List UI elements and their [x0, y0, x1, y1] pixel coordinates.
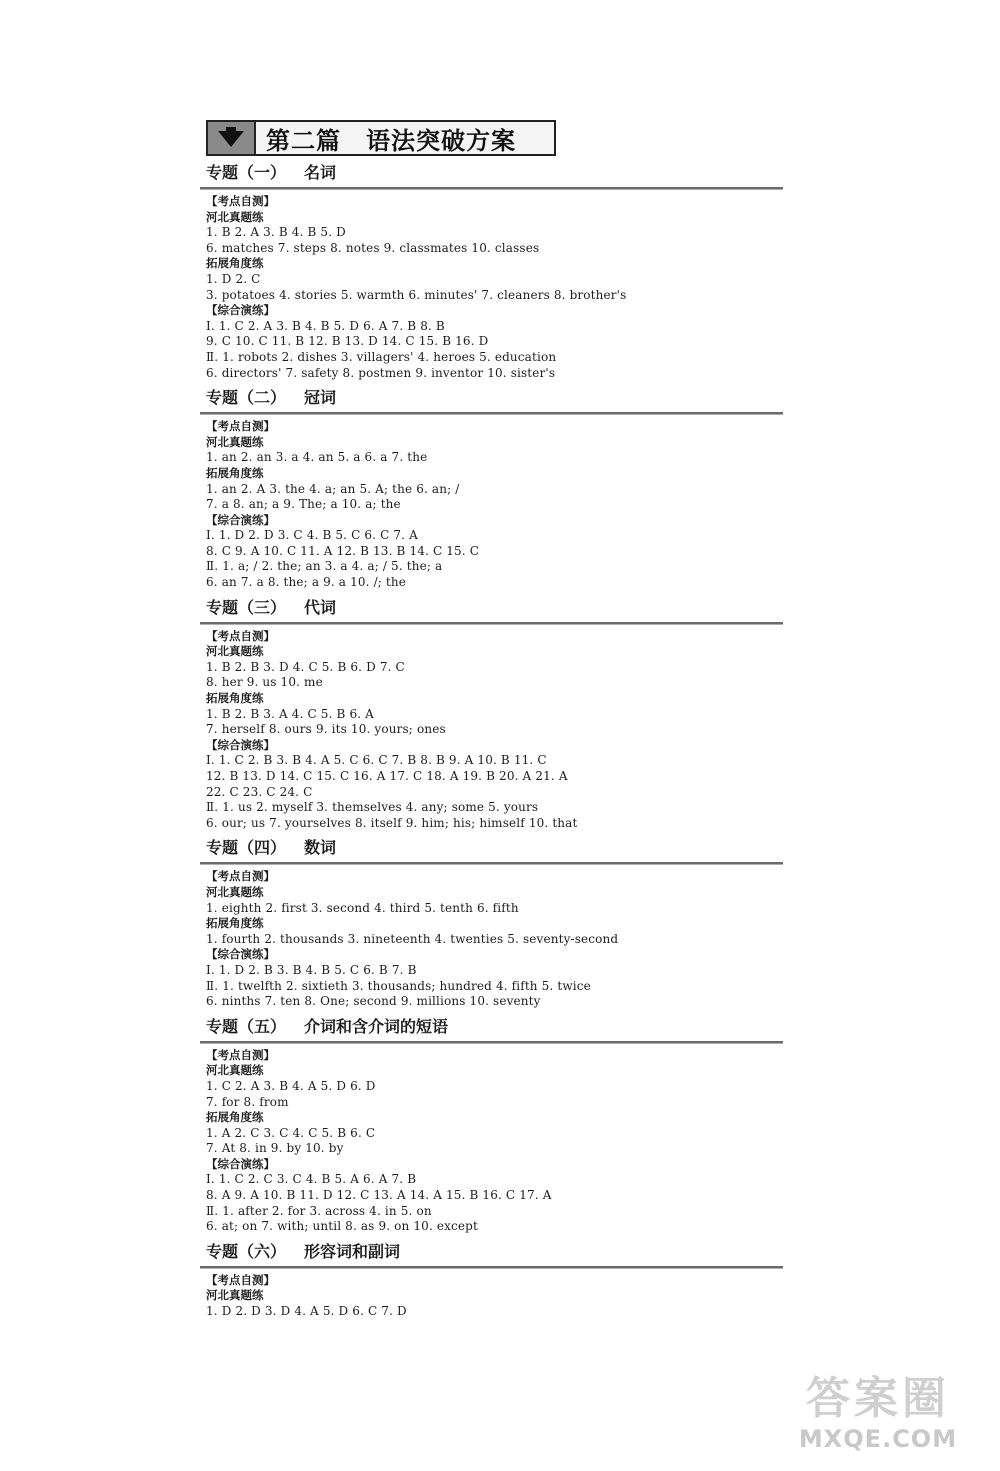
answer-line: 9. C 10. C 11. B 12. B 13. D 14. C 15. B 16. D	[206, 334, 489, 349]
section-divider	[200, 1041, 783, 1044]
subsection-label: 拓展角度练	[206, 1110, 264, 1125]
answer-line: 1. B 2. B 3. D 4. C 5. B 6. D 7. C	[206, 659, 405, 674]
subsection-label: 河北真题练	[206, 434, 264, 449]
answer-line: 6. an 7. a 8. the; a 9. a 10. /; the	[206, 575, 407, 590]
watermark	[778, 1373, 978, 1463]
topic-title: 名词	[304, 163, 337, 182]
topic-number: 专题（五）	[206, 1016, 287, 1036]
answer-line: Ⅰ. 1. C 2. A 3. B 4. B 5. D 6. A 7. B 8. B	[206, 318, 445, 333]
topic-number: 专题（四）	[206, 838, 287, 858]
answer-line: 1. D 2. D 3. D 4. A 5. D 6. C 7. D	[206, 1304, 407, 1319]
answer-line: Ⅰ. 1. C 2. C 3. C 4. B 5. A 6. A 7. B	[206, 1172, 417, 1187]
answer-line: 8. her 9. us 10. me	[206, 675, 323, 690]
subsection-label: 河北真题练	[206, 644, 264, 659]
answer-line: 1. eighth 2. first 3. second 4. third 5. tenth 6. fifth	[206, 900, 519, 915]
topic-number: 专题（一）	[206, 163, 287, 182]
subsection-label: 【综合演练】	[206, 303, 275, 318]
section-divider	[200, 862, 783, 865]
answer-line: 1. fourth 2. thousands 3. nineteenth 4. twenties 5. seventy-second	[206, 931, 619, 946]
answer-line: 6. at; on 7. with; until 8. as 9. on 10. except	[206, 1219, 478, 1234]
answer-line: 1. an 2. an 3. a 4. an 5. a 6. a 7. the	[206, 450, 428, 465]
subsection-label: 河北真题练	[206, 884, 264, 899]
answer-line: 1. D 2. C	[206, 271, 261, 286]
subsection-label: 拓展角度练	[206, 691, 264, 706]
topic-section	[200, 162, 785, 381]
subsection-label: 【考点自测】	[206, 1272, 275, 1287]
section-divider	[200, 622, 783, 625]
subsection-label: 【综合演练】	[206, 947, 275, 962]
topic-number: 专题（六）	[206, 1241, 287, 1261]
answer-line: 8. A 9. A 10. B 11. D 12. C 13. A 14. A 15. B 16. C 17. A	[206, 1188, 552, 1203]
answer-line: 1. B 2. A 3. B 4. B 5. D	[206, 225, 346, 240]
answer-line: 7. a 8. an; a 9. The; a 10. a; the	[206, 497, 401, 512]
topic-number: 专题（三）	[206, 597, 287, 617]
topic-title: 形容词和副词	[304, 1241, 401, 1261]
subsection-label: 拓展角度练	[206, 465, 264, 480]
subsection-label: 【考点自测】	[206, 419, 275, 434]
topic-heading	[200, 387, 785, 409]
answer-line: 7. herself 8. ours 9. its 10. yours; ones	[206, 722, 446, 737]
part-title: 第二篇 语法突破方案	[266, 126, 516, 155]
subsection-label: 【考点自测】	[206, 628, 275, 643]
answer-line: 8. C 9. A 10. C 11. A 12. B 13. B 14. C 15. C	[206, 543, 480, 558]
part-banner	[206, 120, 556, 156]
answer-line: Ⅱ. 1. us 2. myself 3. themselves 4. any; some 5. yours	[206, 800, 539, 815]
answer-line: 6. directors' 7. safety 8. postmen 9. inventor 10. sister's	[206, 365, 556, 380]
subsection-label: 【综合演练】	[206, 737, 275, 752]
answer-line: 6. ninths 7. ten 8. One; second 9. millions 10. seventy	[206, 994, 541, 1009]
subsection-label: 河北真题练	[206, 1063, 264, 1078]
topic-heading	[200, 1241, 785, 1263]
subsection-label: 河北真题练	[206, 209, 264, 224]
answer-line: 6. matches 7. steps 8. notes 9. classmates 10. classes	[206, 240, 540, 255]
topic-section	[200, 387, 785, 591]
topic-section	[200, 597, 785, 832]
answer-line: Ⅱ. 1. after 2. for 3. across 4. in 5. on	[206, 1203, 432, 1218]
topic-heading	[200, 162, 785, 184]
sections-container	[200, 162, 785, 1320]
answer-page	[200, 120, 785, 1320]
answer-line: Ⅱ. 1. robots 2. dishes 3. villagers' 4. heroes 5. education	[206, 349, 557, 364]
topic-title: 介词和含介词的短语	[304, 1016, 449, 1036]
topic-title: 数词	[304, 838, 337, 858]
subsection-label: 【考点自测】	[206, 194, 275, 208]
answer-line: 12. B 13. D 14. C 15. C 16. A 17. C 18. A 19. B 20. A 21. A	[206, 769, 568, 783]
topic-number: 专题（二）	[206, 388, 287, 408]
topic-heading	[200, 597, 785, 619]
topic-section	[200, 1241, 785, 1320]
section-divider	[200, 187, 783, 190]
answer-line: 7. At 8. in 9. by 10. by	[206, 1141, 344, 1156]
watermark-logo: 答案圈	[806, 1373, 950, 1424]
subsection-label: 【考点自测】	[206, 1047, 275, 1062]
arrow-down-icon	[208, 122, 256, 154]
topic-section	[200, 837, 785, 1009]
subsection-label: 拓展角度练	[206, 916, 264, 931]
subsection-label: 【考点自测】	[206, 869, 275, 884]
answer-line: 22. C 23. C 24. C	[206, 784, 313, 799]
watermark-url: MXQE.COM	[798, 1425, 958, 1453]
subsection-label: 拓展角度练	[206, 256, 264, 271]
subsection-label: 【综合演练】	[206, 1156, 275, 1171]
answer-line: 7. for 8. from	[206, 1094, 289, 1109]
answer-line: Ⅱ. 1. twelfth 2. sixtieth 3. thousands; hundred 4. fifth 5. twice	[206, 978, 591, 993]
topic-heading	[200, 837, 785, 859]
answer-line: Ⅰ. 1. D 2. D 3. C 4. B 5. C 6. C 7. A	[206, 528, 418, 543]
answer-line: 3. potatoes 4. stories 5. warmth 6. minutes' 7. cleaners 8. brother's	[206, 287, 627, 302]
section-divider	[200, 412, 783, 415]
answer-line: 1. A 2. C 3. C 4. C 5. B 6. C	[206, 1125, 376, 1140]
subsection-label: 河北真题练	[206, 1288, 264, 1303]
topic-heading	[200, 1016, 785, 1038]
section-divider	[200, 1266, 783, 1269]
answer-line: Ⅰ. 1. D 2. B 3. B 4. B 5. C 6. B 7. B	[206, 962, 417, 977]
topic-title: 代词	[304, 597, 337, 617]
topic-section	[200, 1016, 785, 1235]
answer-line: 1. B 2. B 3. A 4. C 5. B 6. A	[206, 706, 374, 721]
answer-line: 1. an 2. A 3. the 4. a; an 5. A; the 6. an; /	[206, 481, 460, 496]
answer-line: Ⅰ. 1. C 2. B 3. B 4. A 5. C 6. C 7. B 8. B 9. A 10. B 11. C	[206, 753, 547, 768]
answer-line: Ⅱ. 1. a; / 2. the; an 3. a 4. a; / 5. the; a	[206, 559, 443, 574]
topic-title: 冠词	[304, 388, 337, 408]
subsection-label: 【综合演练】	[206, 512, 275, 527]
answer-line: 6. our; us 7. yourselves 8. itself 9. him; his; himself 10. that	[206, 815, 578, 830]
answer-line: 1. C 2. A 3. B 4. A 5. D 6. D	[206, 1078, 376, 1093]
